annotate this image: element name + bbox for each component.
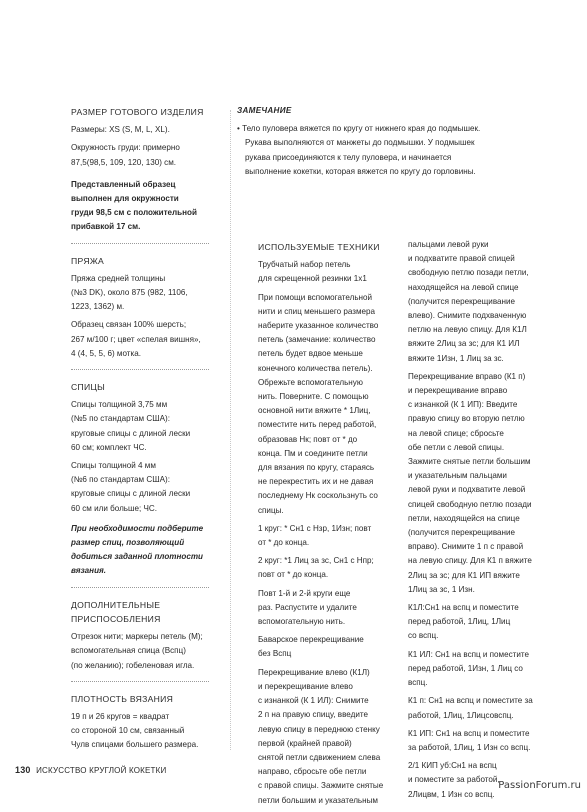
needles-text-1: Спицы толщиной 3,75 мм (№5 по стандартам США): круговые спицы с длиной лески 60 см; комплект ЧС. xyxy=(71,400,191,452)
note-title: ЗАМЕЧАНИЕ xyxy=(237,106,292,115)
page-number: 130 xyxy=(15,765,31,775)
tubular-title: Трубчатый набор петель для скрещенной резинки 1х1 xyxy=(258,260,367,284)
divider xyxy=(71,587,209,588)
note-block xyxy=(237,104,557,183)
yarn-text: Пряжа средней толщины (№3 DK), около 875 (982, 1106, 1223, 1362) м. xyxy=(71,273,188,312)
techniques-heading: ИСПОЛЬЗУЕМЫЕ ТЕХНИКИ xyxy=(258,242,380,252)
yarn-heading: ПРЯЖА xyxy=(71,255,105,266)
cross-left-text: Перекрещивание влево (К1Л) и перекрещивание влево с изнанкой (К 1 ИЛ): Снимите 2 п на правую спицу, введите левую спицу в переднюю стенку первой (крайней правой) снятой петли сдвижением слева направо, сбросьте обе петли с правой спицы. Зажмите снятые петли большим и указательным xyxy=(258,667,384,805)
chest-text: Окружность груди: примерно 87,5(98,5, 109, 120, 130) см. xyxy=(71,143,180,167)
round1-text: 1 круг: * Сн1 с Нзр, 1Изн; повт от * до конца. xyxy=(258,523,372,548)
k1ip-text: К1 ИП: Сн1 на вспц и поместите за работой, 1Лиц, 1 Изн со вспц. xyxy=(408,728,531,752)
notions-text: Отрезок нити; маркеры петель (М); вспомогательная спица (Вспц) (по желанию); гобеленовая игла. xyxy=(71,632,203,670)
left-column xyxy=(71,105,221,757)
kip21-text: 2/1 КИП уб:Сн1 на вспц и поместите за работой, 2Лицвм, 1 Изн со вспц. xyxy=(408,761,500,799)
round2-text: 2 круг: *1 Лиц за зс, Сн1 с Нпр; повт от * до конца. xyxy=(258,556,374,580)
yarn-sample-text: Образец связан 100% шерсть; 267 м/100 г; цвет «спелая вишня», 4 (4, 5, 5, 6) мотка. xyxy=(71,320,201,358)
k1il-text: К1 ИЛ: Сн1 на вспц и поместите перед работой, 1Изн, 1 Лиц со вспц. xyxy=(408,649,530,688)
sample-note: Представленный образец выполнен для окружности груди 98,5 см с положительной прибавкой 17 см. xyxy=(71,179,197,232)
divider xyxy=(71,681,209,682)
continuation-text: пальцами левой руки и подхватите правой спицей свободную петлю позади петли, находящейся на левой спице (получится перекрещивание влево). Снимите подхваченную петлю на левую спицу. Для К1Л вяжите 2Лиц за зс; для К1 ИЛ вяжите 1Изн, 1 Лиц за зс. xyxy=(408,240,529,363)
right-column xyxy=(408,240,560,806)
notions-heading: ДОПОЛНИТЕЛЬНЫЕ ПРИСПОСОБЛЕНИЯ xyxy=(71,599,161,624)
k1p-text: К1 п: Сн1 на вспц и поместите за работой, 1Лиц, 1Лицсовспц. xyxy=(408,696,533,720)
divider xyxy=(71,369,209,370)
page-footer xyxy=(15,765,166,775)
needles-note: При необходимости подберите размер спиц, позволяющий добиться заданной плотности вязания. xyxy=(71,523,204,576)
size-heading: РАЗМЕР ГОТОВОГО ИЗДЕЛИЯ xyxy=(71,107,204,117)
middle-column xyxy=(258,240,400,812)
gauge-text: 19 п и 26 кругов = квадрат со стороной 10 см, связанный Чулв спицами большего размера. xyxy=(71,711,199,750)
bavarian-title: Баварское перекрещивание без Вспц xyxy=(258,635,364,659)
needles-text-2: Спицы толщиной 4 мм (№6 по стандартам США): круговые спицы с длиной лески 60 см или больше; ЧС. xyxy=(71,461,191,513)
note-text: • Тело пуловера вяжется по кругу от нижнего края до подмышек. Рукава выполняются от манжеты до подмышки. У подмышек рукава присоединяются к телу пуловера, и начинается выполнение кокетки, которая вяжется по кругу до горловины. xyxy=(237,124,481,176)
gauge-heading: ПЛОТНОСТЬ ВЯЗАНИЯ xyxy=(71,693,174,704)
repeat-text: Повт 1-й и 2-й круги еще раз. Распустите и удалите вспомогательную нить. xyxy=(258,588,357,627)
column-divider xyxy=(230,110,231,750)
book-title: ИСКУССТВО КРУГЛОЙ КОКЕТКИ xyxy=(36,766,167,775)
needles-heading: СПИЦЫ xyxy=(71,382,106,393)
cross-right-text: Перекрещивание вправо (К1 п) и перекрещивание вправо с изнанкой (К 1 ИП): Введите правую спицу во вторую петлю на левой спице; сбросьте обе петли с левой спицы. Зажмите снятые петли большим и указательным пальцами левой руки и подхватите левой спицей свободную петлю позади петли, находящейся на спице (получится перекрещивание вправо). Снимите 1 п с правой на левую спицу. Для К1 п вяжите 2Лиц за зс; для К1 ИП вяжите 1Лиц за зс, 1 Изн. xyxy=(408,371,532,594)
watermark: PassionForum.ru xyxy=(498,780,581,791)
tubular-text: При помощи вспомогательной нити и спиц меньшего размера наберите указанное количество петель (замечание: количество петель будет вдвое меньше конечного количества петель). Обрежьте вспомогательную нить. Поверните. С помощью основной нити вяжите * 1Лиц, поместите нить перед работой, образовав Нк; повт от * до конца. Пм и соедините петли для вязания по кругу, стараясь не перекрестить их и не давая последнему Нк соскользнуть со спицы. xyxy=(258,292,379,515)
k1l-text: К1Л:Сн1 на вспц и поместите перед работой, 1Лиц, 1Лиц со вспц. xyxy=(408,603,519,641)
sizes-text: Размеры: XS (S, M, L, XL). xyxy=(71,125,170,135)
divider xyxy=(71,243,209,244)
